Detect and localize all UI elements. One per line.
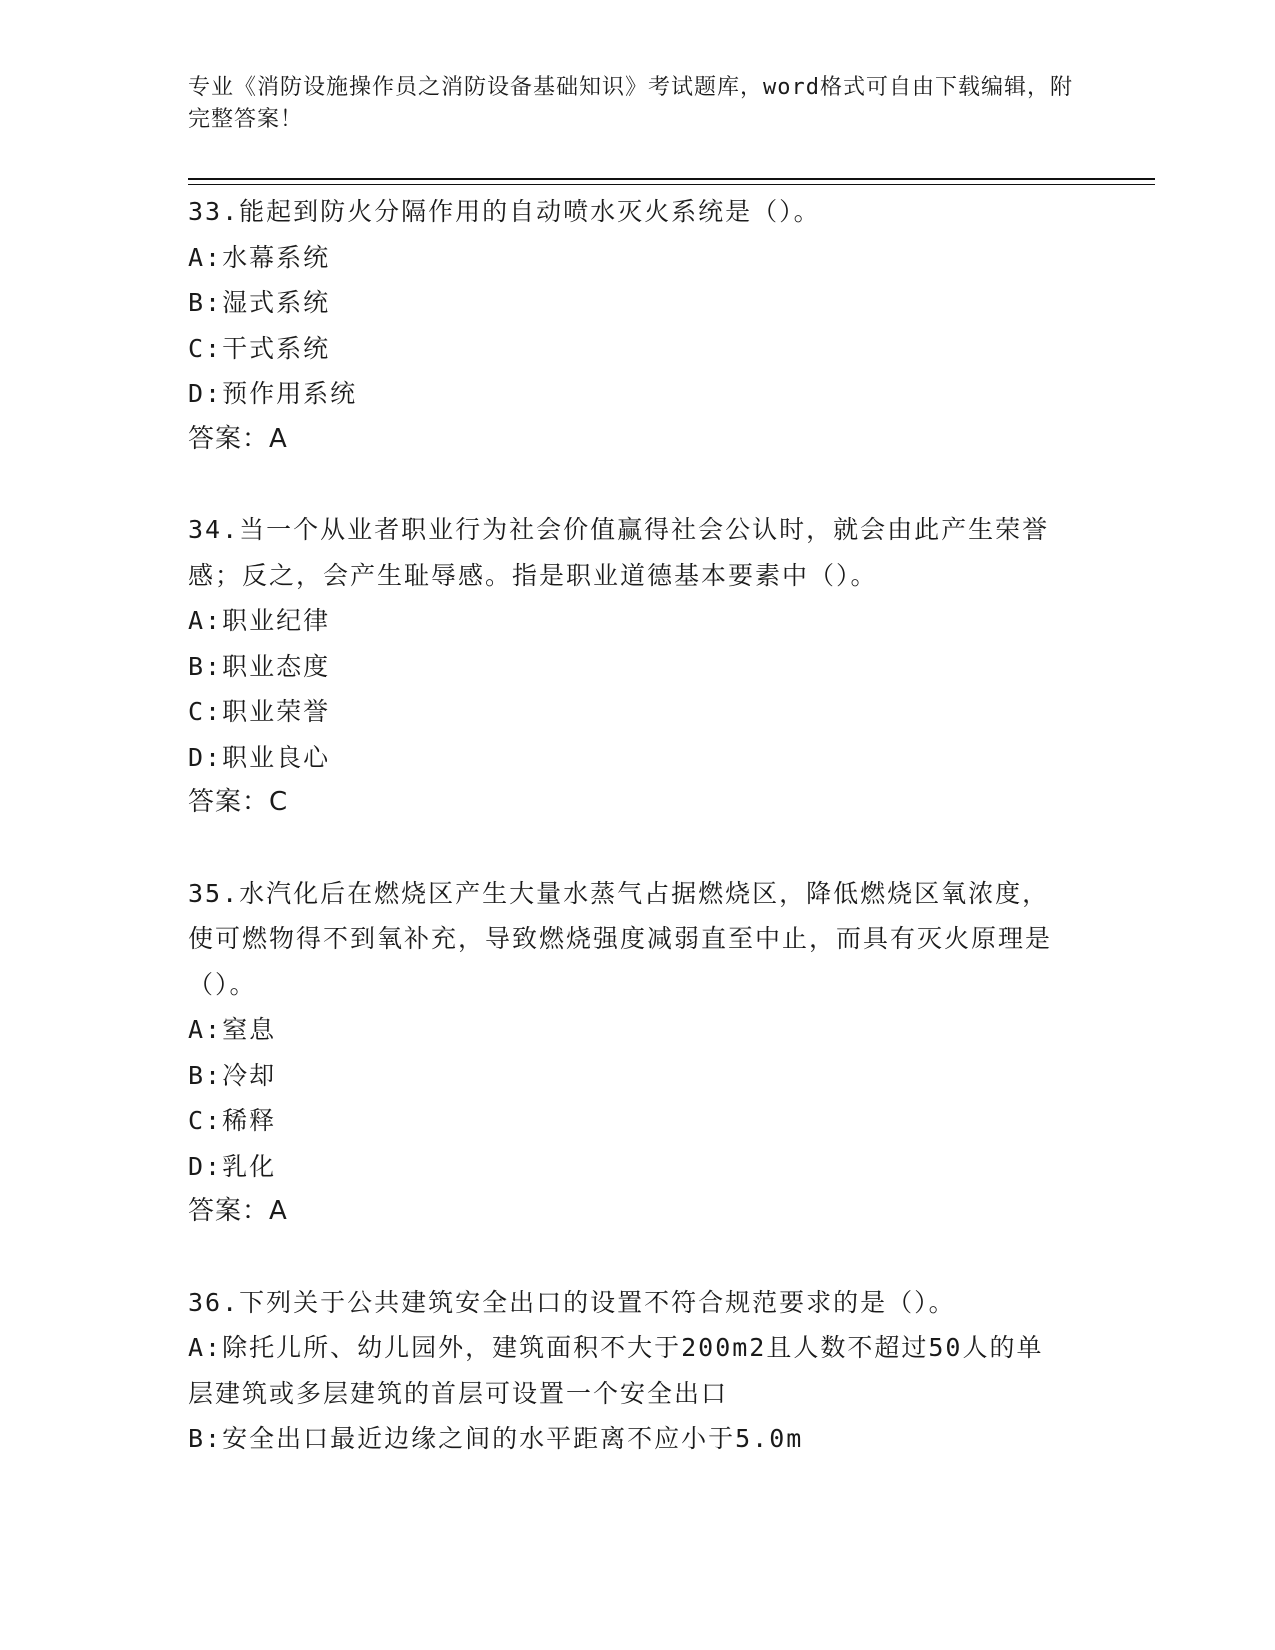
option-b: B:湿式系统 (188, 288, 331, 317)
option-a: A:除托儿所、幼儿园外，建筑面积不大于200m2且人数不超过50人的单层建筑或多层建筑的首层可设置一个安全出口 (188, 1333, 1044, 1408)
option-a: A:水幕系统 (188, 242, 331, 272)
question-stem: 35.水汽化后在燃烧区产生大量水蒸气占据燃烧区，降低燃烧区氧浓度，使可燃物得不到氧补充，导致燃烧强度减弱直至中止，而具有灭火原理是（）。 (188, 878, 1053, 999)
question-stem: 34.当一个从业者职业行为社会价值赢得社会公认时，就会由此产生荣誉感；反之，会产生耻辱感。指是职业道德基本要素中（）。 (188, 515, 1050, 590)
option-d: D:乳化 (188, 1151, 277, 1181)
option-d: D:职业良心 (188, 742, 331, 772)
option-a: A:窒息 (188, 1015, 277, 1044)
document-header: 专业《消防设施操作员之消防设备基础知识》考试题库，word格式可自由下载编辑，附完整答案！ (188, 75, 1073, 132)
question-33 (188, 189, 1088, 462)
header-divider-thin (188, 184, 1155, 185)
option-b: B:冷却 (188, 1060, 277, 1090)
option-a: A:职业纪律 (188, 606, 331, 635)
option-b: B:安全出口最近边缘之间的水平距离不应小于5.0m (188, 1424, 804, 1453)
question-stem: 33.能起到防火分隔作用的自动喷水灭火系统是（）。 (188, 197, 821, 226)
answer-line: 答案：A (188, 423, 288, 454)
option-c: C:职业荣誉 (188, 697, 331, 726)
question-list (188, 189, 1088, 1462)
option-b: B:职业态度 (188, 651, 331, 681)
header-divider-thick (188, 178, 1155, 180)
question-34 (188, 507, 1088, 826)
option-d: D:预作用系统 (188, 379, 358, 408)
question-stem: 36.下列关于公共建筑安全出口的设置不符合规范要求的是（）。 (188, 1287, 956, 1317)
option-c: C:稀释 (188, 1106, 277, 1135)
option-c: C:干式系统 (188, 333, 331, 363)
answer-line: 答案：C (188, 787, 289, 817)
question-35 (188, 871, 1088, 1235)
answer-line: 答案：A (188, 1196, 288, 1226)
question-36 (188, 1280, 1088, 1462)
